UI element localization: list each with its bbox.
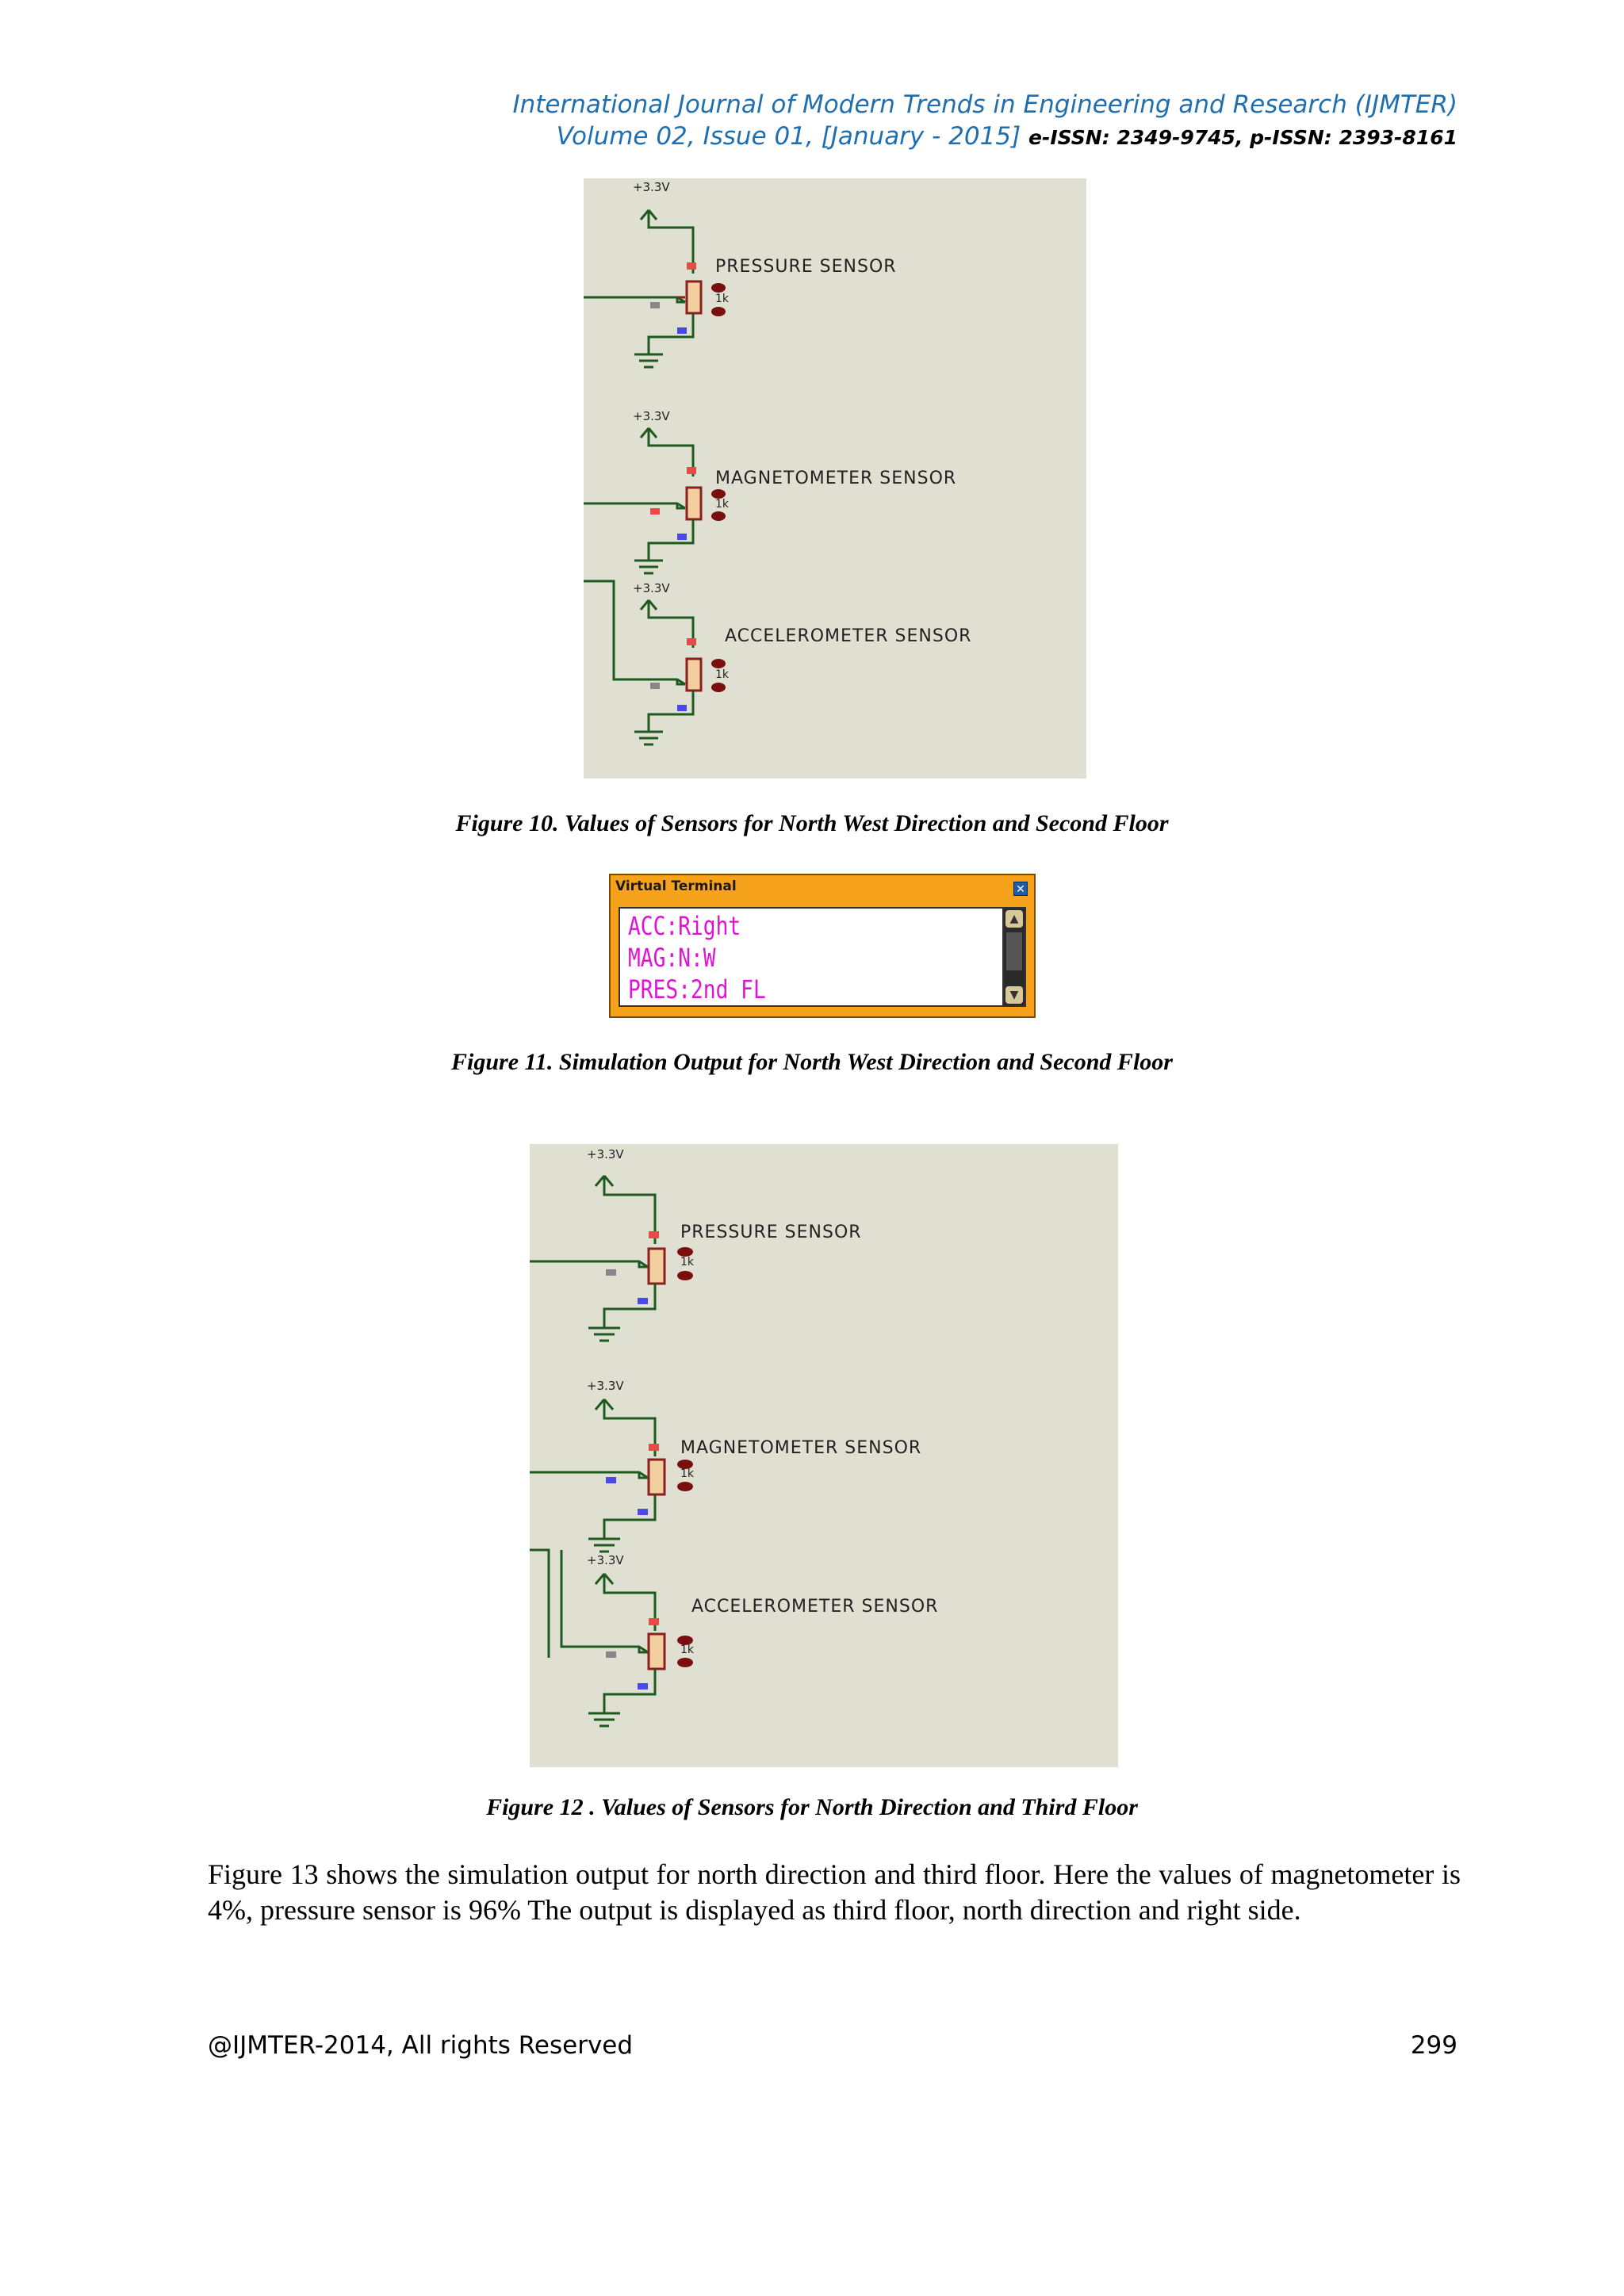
journal-volume-line: [512, 121, 1457, 154]
terminal-line-pres: PRES:2nd FL: [628, 974, 766, 1004]
figure-10-schematic: [584, 178, 1086, 779]
fig12-accelerometer-block: [530, 1550, 938, 1726]
fig12-pressure-block: [530, 1147, 862, 1341]
terminal-line-acc: ACC:Right: [628, 911, 741, 941]
fig10-magnetometer-voltage: +3.3V: [633, 409, 670, 423]
journal-header: [512, 89, 1457, 154]
fig10-pressure-block: [584, 180, 897, 367]
fig12-accelerometer-label: ACCELEROMETER SENSOR: [691, 1597, 939, 1617]
fig10-pressure-voltage: +3.3V: [633, 180, 670, 194]
scroll-up-icon[interactable]: ▲: [1005, 910, 1023, 928]
figure-12-schematic: [530, 1144, 1118, 1767]
fig12-accelerometer-value: 1k: [680, 1644, 695, 1656]
fig12-magnetometer-block: [530, 1379, 921, 1552]
fig12-magnetometer-voltage: +3.3V: [587, 1379, 624, 1393]
fig12-magnetometer-value: 1k: [680, 1468, 695, 1480]
footer-copyright: @IJMTER-2014, All rights Reserved: [208, 2031, 634, 2060]
fig10-pressure-label: PRESSURE SENSOR: [715, 257, 897, 277]
fig10-accelerometer-value: 1k: [715, 668, 730, 681]
body-paragraph: Figure 13 shows the simulation output for north direction and third floor. Here the values of magnetometer is 4%, pressure sensor is 96% The output is displayed as third floor, north direction and right side.: [208, 1858, 1461, 1926]
figure-10-caption: Figure 10. Values of Sensors for North West Direction and Second Floor: [455, 810, 1169, 836]
journal-issn: e-ISSN: 2349-9745, p-ISSN: 2393-8161: [1028, 126, 1457, 149]
fig12-accelerometer-voltage: +3.3V: [587, 1553, 624, 1567]
terminal-title: Virtual Terminal: [615, 878, 737, 894]
fig10-magnetometer-block: [584, 409, 956, 573]
fig10-accelerometer-label: ACCELEROMETER SENSOR: [725, 626, 972, 646]
figure-11-caption: Figure 11. Simulation Output for North West Direction and Second Floor: [451, 1049, 1173, 1075]
terminal-scrollbar[interactable]: [1002, 907, 1026, 1007]
virtual-terminal-window: [609, 874, 1036, 1018]
fig10-magnetometer-label: MAGNETOMETER SENSOR: [715, 469, 957, 488]
terminal-output: [619, 907, 1004, 1007]
figure-12-caption: Figure 12 . Values of Sensors for North Direction and Third Floor: [486, 1794, 1138, 1820]
fig12-pressure-voltage: +3.3V: [587, 1147, 624, 1161]
close-icon[interactable]: ✕: [1013, 882, 1028, 896]
fig12-pressure-value: 1k: [680, 1256, 695, 1269]
fig10-accelerometer-block: [584, 581, 971, 744]
scroll-thumb[interactable]: [1006, 932, 1022, 970]
fig12-magnetometer-label: MAGNETOMETER SENSOR: [680, 1438, 922, 1458]
fig12-pressure-label: PRESSURE SENSOR: [680, 1223, 862, 1242]
fig10-accelerometer-voltage: +3.3V: [633, 581, 670, 595]
figure-10-svg: [584, 178, 1086, 779]
footer-page-number: 299: [1410, 2031, 1457, 2060]
scroll-down-icon[interactable]: ▼: [1005, 986, 1023, 1004]
terminal-line-mag: MAG:N:W: [628, 943, 716, 973]
fig10-magnetometer-value: 1k: [715, 498, 730, 511]
figure-12-svg: [530, 1144, 1118, 1767]
journal-title: International Journal of Modern Trends in Engineering and Research (IJMTER): [512, 90, 1457, 119]
journal-volume: Volume 02, Issue 01, [January - 2015]: [556, 122, 1021, 151]
fig10-pressure-value: 1k: [715, 293, 730, 305]
